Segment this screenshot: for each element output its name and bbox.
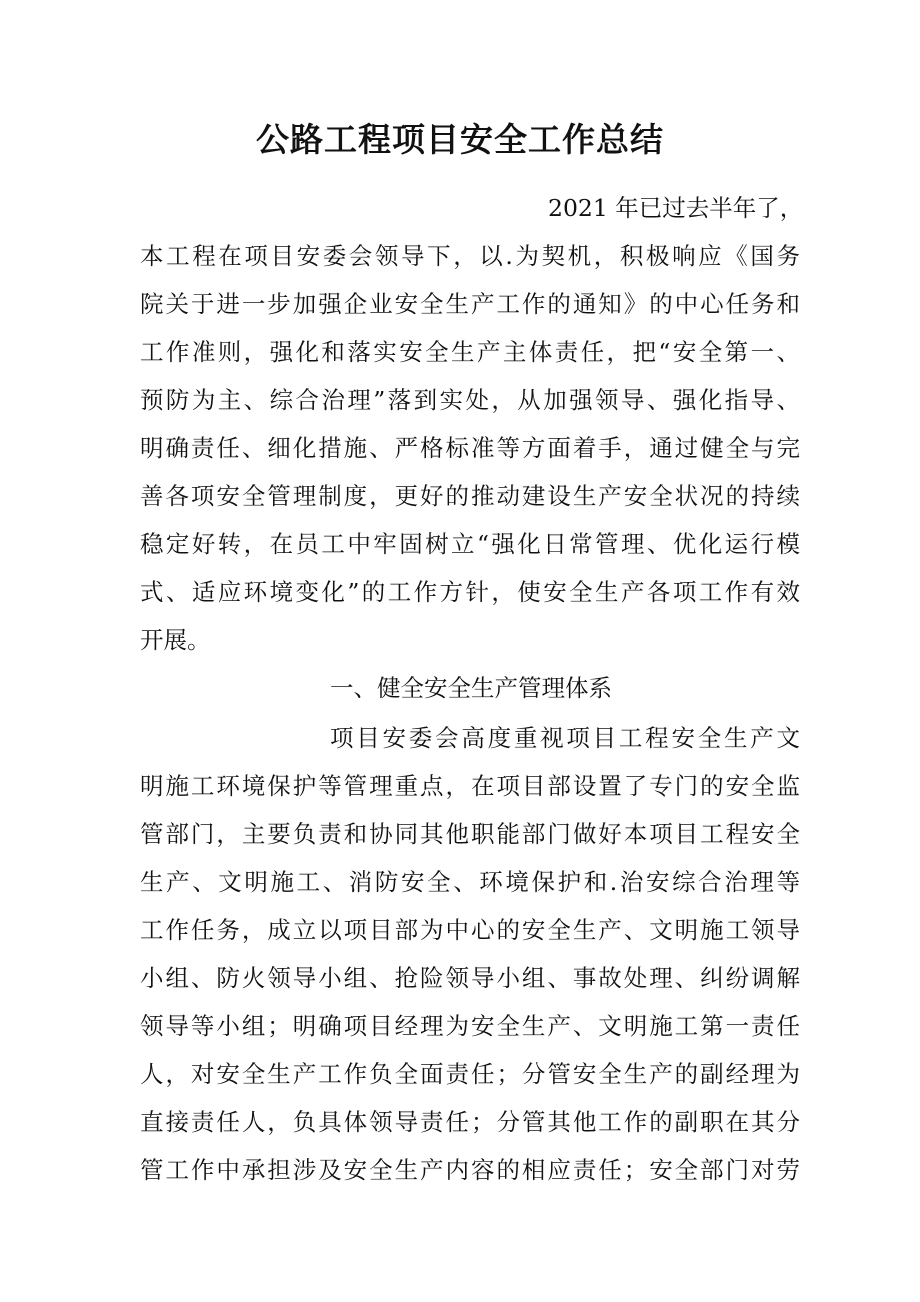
intro-line-3: 院关于进一步加强企业安全生产工作的通知》的中心任务和 [140,290,800,318]
section-line-10: 管工作中承担涉及安全生产内容的相应责任；安全部门对劳 [140,1156,800,1184]
section-line-5: 工作任务，成立以项目部为中心的安全生产、文明施工领导 [140,916,800,944]
intro-line-9: 式、适应环境变化”的工作方针，使安全生产各项工作有效 [140,578,800,606]
intro-line-2: 本工程在项目安委会领导下，以.为契机，积极响应《国务 [140,242,800,270]
intro-line-8: 稳定好转，在员工中牢固树立“强化日常管理、优化运行模 [140,530,800,558]
section-line-2: 明施工环境保护等管理重点，在项目部设置了专门的安全监 [140,772,800,800]
section-line-9: 直接责任人，负具体领导责任；分管其他工作的副职在其分 [140,1108,800,1136]
section-line-3: 管部门，主要负责和协同其他职能部门做好本项目工程安全 [140,820,800,848]
section-line-1: 项目安委会高度重视项目工程安全生产文 [330,724,800,752]
document-title: 公路工程项目安全工作总结 [256,120,664,159]
intro-line-5: 预防为主、综合治理”落到实处，从加强领导、强化指导、 [140,386,800,414]
section-line-6: 小组、防火领导小组、抢险领导小组、事故处理、纠纷调解 [140,964,800,992]
section-line-4: 生产、文明施工、消防安全、环境保护和.治安综合治理等 [140,868,800,896]
section-line-8: 人，对安全生产工作负全面责任；分管安全生产的副经理为 [140,1060,800,1088]
section-line-7: 领导等小组；明确项目经理为安全生产、文明施工第一责任 [140,1012,800,1040]
intro-line-4: 工作准则，强化和落实安全生产主体责任，把“安全第一、 [140,338,800,366]
intro-line-1: 2021 年已过去半年了， [548,194,804,222]
intro-line-6: 明确责任、细化措施、严格标准等方面着手，通过健全与完 [140,434,800,462]
intro-line-10: 开展。 [140,626,211,654]
section-heading: 一、健全安全生产管理体系 [330,674,612,702]
intro-line-7: 善各项安全管理制度，更好的推动建设生产安全状况的持续 [140,482,800,510]
